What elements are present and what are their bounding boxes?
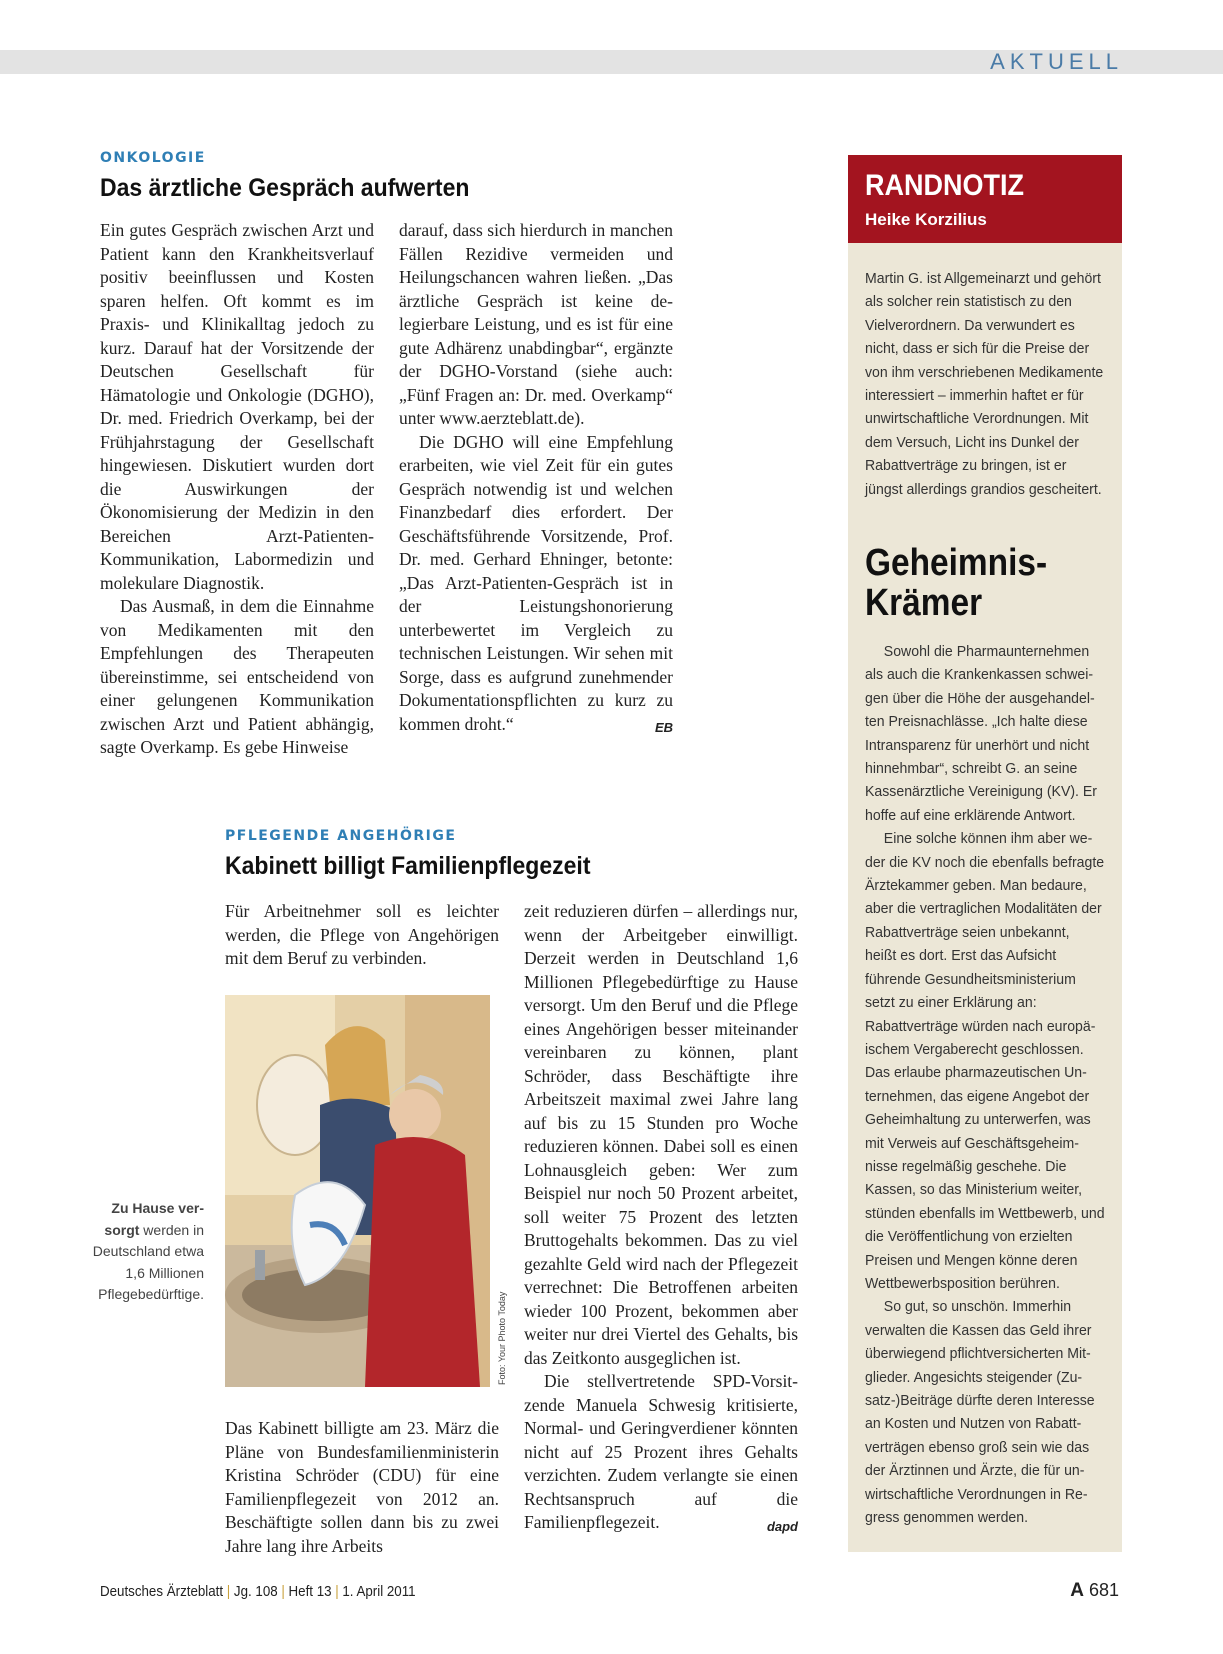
randnotiz-title: RANDNOTIZ bbox=[865, 169, 1024, 202]
randnotiz-paragraph: So gut, so unschön. Immerhin verwalten die Kassen das Geld ihrer überwiegend pflichtversicherten Mitglieder. Angesichts steigender (Zusatz-)Beiträge dürfte deren Interesse an Kosten und Nutzen von Rabattverträgen ebenso groß sein wie das der Ärztinnen und Ärzte, die für unwirtschaftliche Verordnungen in Regress genommen werden. bbox=[865, 1298, 1095, 1527]
article1-signature: EB bbox=[654, 720, 673, 735]
caregiver-photo-illustration bbox=[225, 995, 490, 1387]
article1-kicker: ONKOLOGIE bbox=[100, 150, 206, 166]
photo-caption bbox=[90, 1198, 204, 1306]
article2-signature: dapd bbox=[766, 1518, 798, 1534]
article1-headline: Das ärztliche Gespräch aufwerten bbox=[100, 174, 470, 202]
article1-column-1 bbox=[100, 219, 374, 760]
footer-volume: Jg. 108 bbox=[233, 1584, 278, 1600]
article2-paragraph: Das Kabinett billigte am 23. März die Pläne von Bundesfamilienministerin Kristina Schröder (CDU) für eine Familienpflegezeit von 2012 an. Beschäftigte sollen dann bis zu zwei Jahre lang ihre Arbeits bbox=[225, 1418, 499, 1556]
article1-paragraph: Ein gutes Gespräch zwischen Arzt und Patient kann den Krankheitsverlauf positiv beeinflussen und Kosten sparen helfen. Oft kommt es im Praxis- und Klinikalltag jedoch zu kurz. Darauf hat der Vorsitzende der Deutschen Gesellschaft für Hämatologie und Onkologie (DGHO), Dr. med. Friedrich Overkamp, bei der Frühjahrstagung der Gesellschaft hingewiesen. Diskutiert wurden dort die Auswirkungen der Ökonomisierung der Medizin in den Bereichen Arzt-Patienten-Kommunikation, Labormedizin und molekulare Diagnostik. bbox=[100, 220, 374, 593]
footer-issue: Heft 13 bbox=[288, 1584, 332, 1600]
article2-column-2 bbox=[524, 900, 798, 1535]
article1-paragraph: Das Ausmaß, in dem die Einnahme von Medikamenten mit den Empfehlungen des Therapeuten übereinstimme, sei entscheidend von einer gelungenen Kommunikation zwischen Arzt und Patient abhängig, sagte Overkamp. Es gebe Hinweise bbox=[100, 596, 374, 757]
footer-date: 1. April 2011 bbox=[342, 1584, 416, 1600]
page-number bbox=[1070, 1580, 1119, 1602]
article2-paragraph: Die stellvertretende SPD-Vorsitzende Manuela Schwesig kritisierte, Normal- und Geringverdiener könnten nicht auf 25 Prozent ihres Gehalts verzichten. Zudem verlangte sie einen Rechtsanspruch auf die Familienpflegezeit. bbox=[524, 1371, 798, 1532]
randnotiz-intro-text: Martin G. ist Allgemeinarzt und gehört als solcher rein statistisch zu den Vielverordnern. Da verwundert es nicht, dass er sich für die Preise der von ihm verschriebenen Medikamente interessiert – immerhin haftet er für unwirtschaftliche Verordnungen. Mit dem Versuch, Licht ins Dunkel der Rabattverträge zu bringen, ist er jüngst allerdings grandios gescheitert. bbox=[865, 270, 1104, 498]
randnotiz-author: Heike Korzilius bbox=[865, 210, 987, 229]
article1-paragraph: Die DGHO will eine Empfehlung erarbeiten, wie viel Zeit für ein gutes Gespräch notwendig ist und welchen Finanzbedarf dies erfordert. Der Geschäftsführende Vorsitzende, Prof. Dr. med. Gerhard Ehninger, betonte: „Das Arzt-Patienten-Gespräch ist in der Leistungshonorierung unterbewertet im Vergleich zu technischen Leistungen. Wir sehen mit Sorge, dass es aufgrund zunehmender Dokumentationspflichten zu kurz zu kommen droht.“ bbox=[399, 431, 673, 734]
article2-column-1 bbox=[225, 1417, 499, 1558]
article2-kicker: PFLEGENDE ANGEHÖRIGE bbox=[225, 828, 457, 844]
page-prefix: A bbox=[1070, 1580, 1084, 1601]
randnotiz-header bbox=[848, 155, 1122, 243]
randnotiz-sidebar bbox=[848, 155, 1122, 1552]
article2-lead bbox=[225, 900, 499, 971]
footer-citation: Deutsches Ärzteblatt | Jg. 108 | Heft 13 | 1. April 2011 bbox=[100, 1584, 416, 1600]
article2-photo bbox=[225, 995, 490, 1387]
photo-credit: Foto: Your Photo Today bbox=[497, 1291, 507, 1385]
article2-lead-text: Für Arbeitnehmer soll es leichter werden, die Pflege von Angehörigen mit dem Beruf zu verbinden. bbox=[225, 901, 499, 968]
section-label: AKTUELL bbox=[990, 49, 1123, 74]
page-number-value: 681 bbox=[1088, 1580, 1119, 1600]
article1-paragraph: darauf, dass sich hierdurch in manchen Fällen Rezidive vermeiden und Heilungschancen wahren ließen. „Das ärztliche Gespräch ist keine delegierbare Leistung, und es ist für eine gute Adhärenz unabdingbar“, ergänzte der DGHO-Vorstand (siehe auch: „Fünf Fragen an: Dr. med. Overkamp“ unter www.aerzteblatt.de). bbox=[399, 220, 673, 428]
article2-paragraph: zeit reduzieren dürfen – allerdings nur, wenn der Arbeitgeber einwilligt. Derzeit werden in Deutschland 1,6 Millionen Pflegebedürftige zu Hause versorgt. Um den Beruf und die Pflege eines Angehörigen besser miteinander vereinbaren zu können, plant Schröder, dass Beschäftigte ihre Arbeitszeit maximal zwei Jahre lang auf bis zu 15 Stunden pro Woche reduzieren können. Dabei soll es einen Lohnausgleich geben: Wer zum Beispiel nur noch 50 Prozent arbeitet, soll weiter 75 Prozent des letzten Bruttogehalts bekommen. Das zu viel gezahlte Geld wird nach der Pflegezeit verrechnet: Die Betroffenen arbeiten wieder 100 Prozent, bekommen aber weiter nur drei Viertel des Gehalts, bis das Zeitkonto ausgeglichen ist. bbox=[524, 901, 798, 1368]
randnotiz-headline: Geheimnis-Krämer bbox=[865, 542, 1048, 624]
photo-caption-bold: Zu Hause versorgt bbox=[104, 1200, 204, 1238]
randnotiz-paragraph: Eine solche können ihm aber weder die KV noch die ebenfalls befragte Ärztekammer geben. Man bedaure, aber die vertraglichen Modalitäten der Rabattverträge seien unbekannt, heißt es dort. Erst das Aufsicht führende Gesundheitsministerium setzt zu einer Erklärung an: Rabattverträge würden nach europäischem Vergaberecht geschlossen. Das erlaube pharmazeutischen Unternehmen, das eigene Angebot der Geheimhaltung zu unterwerfen, was mit Verweis auf Geschäftsgeheimnisse regelmäßig geschehe. Die Kassen, so das Ministerium weiter, stünden ebenfalls im Wettbewerb, und die Veröffentlichung von erzielten Preisen und Mengen könne deren Wettbewerbsposition berühren. bbox=[865, 830, 1105, 1292]
photo-caption-text: werden in Deutschland etwa 1,6 Millionen Pflegebedürftige. bbox=[92, 1221, 204, 1302]
article1-column-2 bbox=[399, 219, 673, 736]
randnotiz-body bbox=[865, 640, 1105, 1529]
article2-headline: Kabinett billigt Familienpflegezeit bbox=[225, 852, 591, 880]
footer-journal: Deutsches Ärzteblatt bbox=[100, 1584, 224, 1600]
randnotiz-paragraph: Sowohl die Pharmaunternehmen als auch die Krankenkassen schweigen über die Höhe der ausgehandelten Preisnachlässe. „Ich halte diese Intransparenz für unerhört und nicht hinnehmbar“, schreibt G. an seine Kassenärztliche Vereinigung (KV). Er hoffe auf eine erklärende Antwort. bbox=[865, 643, 1097, 824]
randnotiz-intro bbox=[865, 267, 1105, 501]
